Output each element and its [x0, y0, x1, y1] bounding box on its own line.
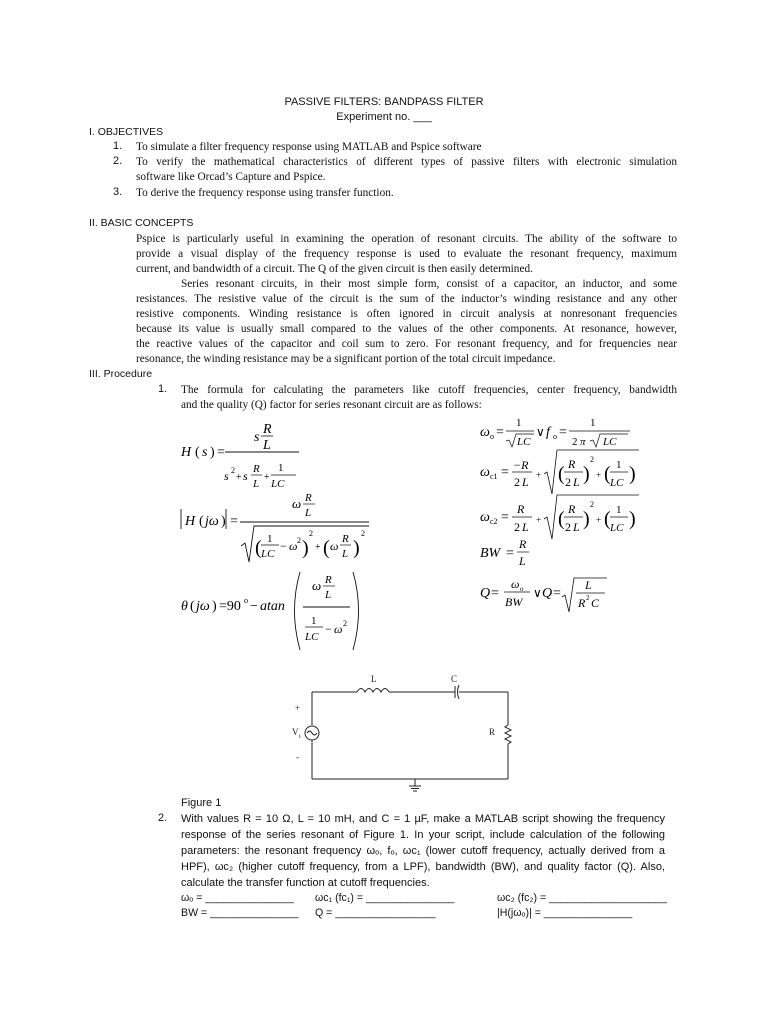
svg-text:+: +: [536, 470, 542, 480]
svg-text:LC: LC: [517, 436, 531, 448]
objective-text: To verify the mathematical characteristics of different types of passive filters with electronic simulation: [136, 156, 677, 168]
svg-text:jω: jω: [196, 599, 210, 614]
svg-text:s: s: [243, 469, 248, 483]
svg-text:=: =: [491, 586, 499, 601]
objectives-heading: I. OBJECTIVES: [89, 126, 164, 138]
resonance-equations: [476, 412, 646, 622]
answer-field-q[interactable]: Q = _________________: [315, 907, 436, 919]
figure-caption: Figure 1: [181, 797, 222, 809]
svg-text:R: R: [253, 463, 260, 475]
svg-text:Q: Q: [542, 586, 553, 601]
capacitor-plate: [458, 685, 460, 699]
svg-text:c2: c2: [490, 517, 498, 526]
svg-text:θ: θ: [181, 599, 188, 614]
svg-text:(: (: [190, 599, 195, 614]
svg-text:s: s: [202, 445, 208, 460]
svg-text:2: 2: [590, 455, 594, 464]
svg-text:LC: LC: [261, 548, 275, 560]
svg-text:f: f: [546, 425, 550, 440]
svg-text:=: =: [230, 514, 238, 529]
svg-text:LC: LC: [603, 436, 617, 448]
svg-text:L: L: [519, 554, 526, 568]
svg-text:): ): [212, 599, 217, 614]
concepts-line: the reactive values of the capacitor and coil sum to zero. For resonant frequency, and for frequencies near: [136, 338, 677, 350]
svg-text:(: (: [558, 463, 565, 485]
svg-text:1: 1: [267, 533, 273, 545]
svg-text:R: R: [325, 574, 332, 586]
svg-text:H: H: [181, 445, 192, 460]
svg-text:π: π: [580, 436, 586, 448]
svg-text:2: 2: [565, 520, 571, 534]
svg-text:2: 2: [361, 529, 365, 538]
svg-text:+: +: [596, 470, 602, 480]
svg-text:=: =: [506, 546, 514, 561]
svg-text:−R: −R: [513, 458, 529, 472]
svg-text:LC: LC: [305, 631, 319, 643]
svg-text:L: L: [585, 578, 592, 592]
svg-text:jω: jω: [205, 514, 219, 529]
svg-text:1: 1: [278, 462, 284, 474]
svg-text:o: o: [490, 432, 494, 441]
svg-text:∨: ∨: [533, 586, 542, 600]
svg-text:ω: ω: [292, 496, 302, 511]
svg-text:(: (: [195, 445, 200, 460]
svg-text:L: L: [573, 520, 580, 534]
step-text: parameters: the resonant frequency ωₒ, fₒ, ωc₁ (lower cutoff frequency, actually derived from a: [181, 845, 665, 857]
concepts-line: Series resonant circuits, in their most simple form, consist of a capacitor, an inductor, and some: [181, 278, 677, 290]
step-text: response of the series resonant of Figure 1. In your script, include calculation of the following: [181, 829, 665, 841]
svg-text:(: (: [255, 537, 262, 559]
procedure-heading: III. Procedure: [89, 368, 153, 380]
svg-text:=90: =90: [219, 599, 241, 614]
svg-text:R: R: [568, 457, 576, 471]
step-text: The formula for calculating the parameters like cutoff frequencies, center frequency, bandwidth: [181, 384, 677, 396]
objective-text: software like Orcad’s Capture and Pspice.: [136, 171, 326, 183]
svg-text:R: R: [517, 502, 525, 516]
concepts-line: because its value is usually small compared to the values of the other components. At resonance, however,: [136, 323, 677, 335]
svg-text:2: 2: [514, 475, 520, 489]
transfer-function-equations: [175, 412, 390, 662]
svg-text:o: o: [244, 596, 248, 605]
svg-text:Q: Q: [480, 586, 491, 601]
negative-terminal-label: -: [296, 752, 299, 762]
svg-text:=: =: [217, 445, 225, 460]
svg-text:=: =: [501, 465, 509, 480]
step-text: HPF), ωc₂ (higher cutoff frequency, from a LPF), bandwidth (BW), and quality factor (Q). Also,: [181, 861, 665, 873]
resistor-symbol: [505, 725, 511, 744]
svg-text:2: 2: [297, 536, 301, 545]
svg-text:(: (: [604, 463, 611, 485]
document-title: PASSIVE FILTERS: BANDPASS FILTER: [284, 96, 484, 108]
svg-text:+: +: [536, 515, 542, 525]
svg-text:2: 2: [572, 436, 578, 448]
inductor-label: L: [371, 674, 377, 684]
objective-number: 3.: [113, 186, 123, 198]
svg-text:L: L: [573, 475, 580, 489]
svg-text:LC: LC: [610, 522, 624, 534]
svg-text:(: (: [323, 537, 330, 559]
svg-text:R: R: [305, 492, 312, 504]
answer-field-w0[interactable]: ωₒ = _______________: [181, 892, 294, 904]
svg-text:=: =: [496, 425, 504, 440]
svg-text:BW: BW: [505, 595, 523, 609]
svg-text:2: 2: [309, 529, 313, 538]
svg-text:L: L: [342, 548, 349, 560]
svg-text:): ): [221, 514, 226, 529]
svg-text:+: +: [236, 472, 242, 483]
concepts-line: Pspice is particularly useful in examining the operation of resonant circuits. The ability of the software to: [136, 233, 677, 245]
svg-text:=: =: [559, 425, 567, 440]
svg-text:): ): [629, 463, 636, 485]
inductor-symbol: [357, 689, 389, 693]
svg-text:(: (: [604, 508, 611, 530]
objective-text: To simulate a filter frequency response using MATLAB and Pspice software: [136, 141, 482, 153]
step-number: 2.: [158, 812, 168, 824]
svg-text:ω: ω: [480, 465, 490, 480]
svg-text:LC: LC: [271, 478, 285, 490]
svg-text:L: L: [325, 589, 332, 601]
svg-text:H: H: [185, 514, 196, 529]
svg-text:+: +: [596, 515, 602, 525]
svg-text:ω: ω: [511, 577, 520, 591]
svg-text:1: 1: [311, 615, 317, 627]
svg-text:R: R: [578, 596, 586, 610]
concepts-line: provide a visual display of the frequency response is used to evaluate the resonant frequency, maximum: [136, 248, 677, 260]
answer-field-bw[interactable]: BW = _______________: [181, 907, 299, 919]
svg-text:ω: ω: [330, 539, 339, 553]
svg-text:ω: ω: [480, 425, 490, 440]
source-subscript: i: [299, 734, 301, 740]
svg-text:R: R: [263, 422, 272, 437]
circuit-diagram: [285, 668, 525, 793]
svg-text:−: −: [280, 539, 287, 553]
svg-text:LC: LC: [610, 477, 624, 489]
concepts-line: resistive components. Winding resistance is often ignored in circuit analysis at nonresonant frequencies: [136, 308, 677, 320]
objective-number: 1.: [113, 140, 123, 152]
svg-text:∨: ∨: [536, 425, 545, 439]
step-text: and the quality (Q) factor for series resonant circuit are as follows:: [181, 399, 482, 411]
svg-text:): ): [583, 463, 590, 485]
svg-text:R: R: [342, 533, 349, 545]
step-text: calculate the transfer function at cutoff frequencies.: [181, 877, 430, 889]
svg-text:): ): [629, 508, 636, 530]
svg-text:=: =: [553, 586, 561, 601]
svg-text:2: 2: [590, 500, 594, 509]
svg-text:o: o: [520, 585, 524, 593]
svg-text:BW: BW: [480, 546, 501, 561]
svg-text:ω: ω: [289, 539, 298, 553]
experiment-number: Experiment no. ___: [336, 111, 432, 123]
svg-text:1: 1: [616, 504, 622, 516]
svg-text:2: 2: [231, 466, 235, 475]
step-number: 1.: [158, 383, 168, 395]
svg-text:1: 1: [516, 417, 522, 429]
svg-text:(: (: [558, 508, 565, 530]
svg-text:c1: c1: [490, 472, 498, 481]
svg-text:2: 2: [343, 619, 347, 628]
svg-text:2: 2: [514, 520, 520, 534]
svg-text:R: R: [568, 502, 576, 516]
concepts-line: resonance, the winding resistance may be a significant portion of the total circuit impedance.: [136, 353, 556, 365]
svg-text:ω: ω: [480, 510, 490, 525]
svg-text:+: +: [315, 542, 321, 553]
svg-text:(: (: [199, 514, 204, 529]
resistor-label: R: [489, 727, 496, 737]
objective-text: To derive the frequency response using transfer function.: [136, 187, 394, 199]
capacitor-label: C: [451, 674, 458, 684]
concepts-line: resistances. The resistive value of the circuit is the sum of the inductor’s winding resistance and any other: [136, 293, 677, 305]
answer-field-h[interactable]: |H(jωₒ)| = _______________: [497, 907, 633, 919]
svg-text:2: 2: [565, 475, 571, 489]
svg-text:L: L: [305, 507, 312, 519]
svg-text:=: =: [501, 510, 509, 525]
svg-text:2: 2: [586, 594, 590, 602]
svg-text:ω: ω: [334, 622, 343, 636]
svg-text:): ): [583, 508, 590, 530]
svg-text:−: −: [325, 622, 332, 636]
positive-terminal-label: +: [295, 703, 301, 713]
svg-text:L: L: [522, 475, 529, 489]
objective-number: 2.: [113, 155, 123, 167]
svg-text:L: L: [253, 478, 260, 490]
svg-text:+: +: [264, 472, 270, 483]
svg-text:ω: ω: [312, 578, 322, 593]
concepts-line: current, and bandwidth of a circuit. The Q of the given circuit is then easily determined.: [136, 263, 533, 275]
svg-text:): ): [210, 445, 215, 460]
svg-text:R: R: [519, 537, 527, 551]
svg-text:): ): [353, 537, 360, 559]
svg-text:C: C: [591, 596, 600, 610]
svg-text:): ): [302, 537, 309, 559]
svg-text:−: −: [250, 599, 258, 614]
concepts-heading: II. BASIC CONCEPTS: [89, 217, 194, 229]
answer-field-wc2[interactable]: ωc₂ (fc₂) = ____________________: [497, 892, 667, 904]
source-label: V: [292, 727, 299, 737]
svg-text:o: o: [553, 432, 557, 441]
step-text: With values R = 10 Ω, L = 10 mH, and C = 1 µF, make a MATLAB script showing the frequency: [181, 813, 665, 825]
svg-text:s: s: [224, 469, 229, 483]
answer-field-wc1[interactable]: ωc₁ (fc₁) = _______________: [315, 892, 455, 904]
svg-text:1: 1: [616, 459, 622, 471]
svg-text:L: L: [263, 438, 271, 453]
svg-text:L: L: [522, 520, 529, 534]
svg-text:s: s: [254, 430, 260, 445]
svg-text:atan: atan: [260, 599, 285, 614]
svg-text:1: 1: [590, 417, 596, 429]
